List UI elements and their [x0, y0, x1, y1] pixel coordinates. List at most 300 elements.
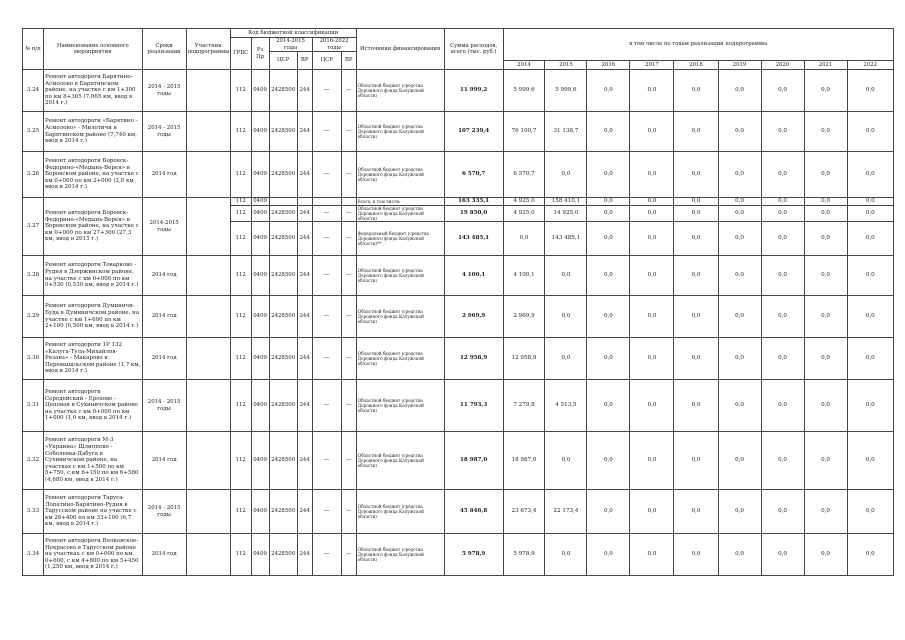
row-year-value: 0,0 — [587, 222, 630, 256]
row-terms: 2014 год — [142, 256, 186, 296]
row-year-value: 0,0 — [674, 152, 718, 198]
row-csr2: — — [312, 490, 341, 534]
header-terms: Сроки реализации — [142, 29, 186, 70]
row-year-value: 0,0 — [761, 534, 804, 576]
row-csr2: — — [312, 338, 341, 380]
row-year-value: 0,0 — [804, 112, 847, 152]
row-rz: 0409 — [251, 534, 269, 576]
row-csr: 2428500 — [269, 70, 297, 112]
row-terms: 2014 год — [142, 534, 186, 576]
row-grbs: 112 — [230, 152, 251, 198]
header-year: 2020 — [761, 61, 804, 70]
row-terms: 2014 - 2015 годы — [142, 112, 186, 152]
row-year-value: 0,0 — [630, 296, 674, 338]
row-year-value: 0,0 — [587, 296, 630, 338]
header-rzpr: Рз Пр — [251, 38, 269, 70]
row-rz: 0409 — [251, 432, 269, 490]
row-year-value: 7 279,8 — [503, 380, 545, 432]
row-vr: 244 — [297, 490, 312, 534]
row-terms: 2014 - 2015 годы — [142, 70, 186, 112]
header-year: 2022 — [847, 61, 893, 70]
row-terms: 2014 год — [142, 432, 186, 490]
row-total: 18 987,0 — [444, 432, 503, 490]
row-year-value: 2 969,9 — [503, 296, 545, 338]
row-year-value: 0,0 — [674, 70, 718, 112]
row-rz: 0409 — [251, 112, 269, 152]
row-source: Областной бюджет (средства Дорожного фонда Калужской области) — [356, 534, 444, 576]
row-number: 3.28 — [23, 256, 44, 296]
row-year-value: 0,0 — [804, 256, 847, 296]
row-year-value: 0,0 — [630, 70, 674, 112]
row-year-value: 0,0 — [804, 432, 847, 490]
row-year-value: 0,0 — [630, 338, 674, 380]
row-rz: 0409 — [251, 198, 269, 206]
subprogram-table — [22, 28, 894, 576]
row-year-value: 23 673,4 — [503, 490, 545, 534]
row-year-value: 0,0 — [847, 222, 893, 256]
row-terms: 2014 год — [142, 152, 186, 198]
row-year-value: 0,0 — [630, 152, 674, 198]
row-year-value: 0,0 — [847, 432, 893, 490]
row-rz: 0409 — [251, 206, 269, 222]
row-source: Областной бюджет (средства Дорожного фонда Калужской области) — [356, 432, 444, 490]
row-vr: 244 — [297, 222, 312, 256]
row-year-value: 0,0 — [761, 490, 804, 534]
row-year-value: 0,0 — [718, 112, 761, 152]
row-year-value: 0,0 — [804, 206, 847, 222]
row-year-value: 0,0 — [847, 490, 893, 534]
row-year-value: 0,0 — [630, 490, 674, 534]
row-participant — [186, 338, 230, 380]
row-year-value: 0,0 — [761, 222, 804, 256]
row-total: 107 239,4 — [444, 112, 503, 152]
row-name: Ремонт автодороги Думиничи-Буда в Думиничском районе, на участке с км 1+600 по км 2+100 (0,500 км, ввод в 2014 г.) — [43, 296, 142, 338]
row-source: Всего, в том числе: — [356, 198, 444, 206]
header-sources: Источники финансирования — [356, 29, 444, 70]
row-source: Областной бюджет (средства Дорожного фонда Калужской области) — [356, 152, 444, 198]
header-csr-2: ЦСР — [312, 52, 341, 70]
table-row — [23, 70, 894, 112]
row-name: Ремонт автодороги Барятино-Асмолово в Барятинском районе, на участке с км 1+300 по км 8+365 (7,065 км, ввод в 2014 г.) — [43, 70, 142, 112]
row-number: 3.27 — [23, 198, 44, 256]
row-year-value: 14 925,0 — [545, 206, 587, 222]
row-year-value: 0,0 — [761, 198, 804, 206]
header-period-2014-2015: 2014-2015 годы — [269, 38, 312, 52]
row-year-value: 0,0 — [761, 380, 804, 432]
row-year-value: 0,0 — [587, 338, 630, 380]
header-year: 2016 — [587, 61, 630, 70]
header-year: 2021 — [804, 61, 847, 70]
header-year: 2014 — [503, 61, 545, 70]
row-year-value: 0,0 — [718, 338, 761, 380]
row-grbs: 112 — [230, 296, 251, 338]
row-number: 3.32 — [23, 432, 44, 490]
row-year-value: 0,0 — [761, 112, 804, 152]
row-year-value: 0,0 — [587, 256, 630, 296]
row-year-value: 0,0 — [587, 198, 630, 206]
row-total: 11 793,3 — [444, 380, 503, 432]
row-vr: 244 — [297, 296, 312, 338]
row-year-value: 0,0 — [761, 296, 804, 338]
row-year-value: 0,0 — [718, 534, 761, 576]
row-year-value: 0,0 — [674, 112, 718, 152]
row-vr: 244 — [297, 152, 312, 198]
row-terms: 2014 год — [142, 296, 186, 338]
row-year-value: 22 173,4 — [545, 490, 587, 534]
row-source: Областной бюджет (средства Дорожного фонда Калужской области) — [356, 70, 444, 112]
row-year-value: 0,0 — [847, 198, 893, 206]
row-terms: 2014 год — [142, 338, 186, 380]
row-csr: 2428500 — [269, 380, 297, 432]
row-year-value: 12 958,9 — [503, 338, 545, 380]
row-vr: 244 — [297, 206, 312, 222]
row-csr: 2428500 — [269, 432, 297, 490]
row-year-value: 0,0 — [804, 490, 847, 534]
row-grbs: 112 — [230, 222, 251, 256]
header-budget-code: Код бюджетной классификации — [230, 29, 356, 38]
row-participant — [186, 534, 230, 576]
row-vr — [297, 198, 312, 206]
row-csr: 2428500 — [269, 222, 297, 256]
row-participant — [186, 490, 230, 534]
row-year-value: 0,0 — [630, 222, 674, 256]
row-vr: 244 — [297, 534, 312, 576]
row-grbs: 112 — [230, 256, 251, 296]
header-year: 2015 — [545, 61, 587, 70]
row-year-value: 143 485,1 — [545, 222, 587, 256]
row-year-value: 0,0 — [545, 338, 587, 380]
row-year-value: 0,0 — [718, 206, 761, 222]
row-vr: 244 — [297, 70, 312, 112]
row-year-value: 0,0 — [545, 432, 587, 490]
row-grbs: 112 — [230, 534, 251, 576]
row-year-value: 0,0 — [630, 534, 674, 576]
row-source: Областной бюджет (средства Дорожного фонда Калужской области) — [356, 206, 444, 222]
header-vr-1: ВР — [297, 52, 312, 70]
row-year-value: 0,0 — [804, 534, 847, 576]
row-csr2: — — [312, 222, 341, 256]
row-name: Ремонт автодороги Товарково - Рудня в Дзержинском районе, на участке с км 0+000 по км 0+530 (0,530 км, ввод в 2014 г.) — [43, 256, 142, 296]
row-year-value: 0,0 — [804, 222, 847, 256]
row-csr2 — [312, 198, 341, 206]
row-year-value: 4 513,5 — [545, 380, 587, 432]
row-rz: 0409 — [251, 152, 269, 198]
row-year-value: 0,0 — [674, 256, 718, 296]
row-year-value: 0,0 — [804, 296, 847, 338]
header-year: 2018 — [674, 61, 718, 70]
row-number: 3.29 — [23, 296, 44, 338]
row-vr2: — — [341, 206, 356, 222]
row-year-value: 0,0 — [761, 338, 804, 380]
row-year-value: 158 410,1 — [545, 198, 587, 206]
row-year-value: 0,0 — [674, 198, 718, 206]
row-total: 45 846,8 — [444, 490, 503, 534]
row-year-value: 0,0 — [761, 432, 804, 490]
row-terms: 2014 - 2015 годы — [142, 490, 186, 534]
row-year-value: 0,0 — [630, 206, 674, 222]
row-year-value: 0,0 — [718, 432, 761, 490]
row-year-value: 18 987,0 — [503, 432, 545, 490]
header-vr-2: ВР — [341, 52, 356, 70]
row-name: Ремонт автодороги Боровск-Федорино-«Медынь-Верея» в Боровском районе, на участке с км 0+000 по км 27+300 (27,3 км, ввод в 2015 г.) — [43, 198, 142, 256]
row-year-value: 4 100,1 — [503, 256, 545, 296]
row-year-value: 0,0 — [503, 222, 545, 256]
row-participant — [186, 380, 230, 432]
row-year-value: 76 100,7 — [503, 112, 545, 152]
row-total: 163 335,1 — [444, 198, 503, 206]
row-year-value: 0,0 — [804, 338, 847, 380]
row-grbs: 112 — [230, 432, 251, 490]
row-csr: 2428500 — [269, 206, 297, 222]
row-csr2: — — [312, 206, 341, 222]
row-year-value: 0,0 — [718, 256, 761, 296]
row-year-value: 4 925,0 — [503, 198, 545, 206]
table-row — [23, 490, 894, 534]
row-vr2: — — [341, 380, 356, 432]
row-participant — [186, 256, 230, 296]
row-csr: 2428500 — [269, 256, 297, 296]
row-csr2: — — [312, 296, 341, 338]
header-year: 2019 — [718, 61, 761, 70]
row-year-value: 0,0 — [587, 432, 630, 490]
row-source: Федеральный бюджет (средства Дорожного фонда Калужской области)** — [356, 222, 444, 256]
row-rz: 0409 — [251, 296, 269, 338]
row-csr: 2428500 — [269, 534, 297, 576]
row-csr: 2428500 — [269, 112, 297, 152]
row-name: Ремонт автодороги Боровск-Федорино-«Медынь-Верея» в Боровском районе, на участке с км 0+000 по км 2+000 (2,0 км, ввод в 2014 г.) — [43, 152, 142, 198]
row-vr2: — — [341, 256, 356, 296]
row-year-value: 6 570,7 — [503, 152, 545, 198]
row-grbs: 112 — [230, 490, 251, 534]
row-terms: 2014-2015 годы — [142, 198, 186, 256]
row-number: 3.26 — [23, 152, 44, 198]
row-total: 143 485,1 — [444, 222, 503, 256]
row-csr2: — — [312, 152, 341, 198]
row-year-value: 0,0 — [847, 296, 893, 338]
row-year-value: 0,0 — [587, 112, 630, 152]
row-participant — [186, 112, 230, 152]
row-name: Ремонт автодороги 1Р 132 «Калуга-Тула-Михайлов-Рязань» - Макарово в Перемышльском районе (1,7 км, ввод в 2014 г.) — [43, 338, 142, 380]
row-year-value: 0,0 — [587, 534, 630, 576]
table-row — [23, 534, 894, 576]
table-row — [23, 338, 894, 380]
row-csr2: — — [312, 534, 341, 576]
row-number: 3.30 — [23, 338, 44, 380]
row-name: Ремонт автодороги Середейский - Ерохово - Цеповая в Сухиничском районе на участке с км 0+000 по км 1+000 (1,0 км, ввод в 2014 г.) — [43, 380, 142, 432]
row-vr2: — — [341, 338, 356, 380]
row-year-value: 0,0 — [718, 152, 761, 198]
row-source: Областной бюджет (средства Дорожного фонда Калужской области) — [356, 256, 444, 296]
row-year-value: 0,0 — [630, 112, 674, 152]
row-number: 3.25 — [23, 112, 44, 152]
row-year-value: 0,0 — [761, 70, 804, 112]
row-rz: 0409 — [251, 222, 269, 256]
row-grbs: 112 — [230, 198, 251, 206]
row-year-value: 0,0 — [674, 222, 718, 256]
row-year-value: 0,0 — [847, 206, 893, 222]
row-vr2: — — [341, 152, 356, 198]
row-year-value: 0,0 — [674, 380, 718, 432]
row-year-value: 0,0 — [674, 296, 718, 338]
header-no: № п/п — [23, 29, 44, 70]
row-year-value: 0,0 — [718, 380, 761, 432]
header-period-2016-2022: 2016-2022 годы — [312, 38, 356, 52]
row-grbs: 112 — [230, 338, 251, 380]
row-name: Ремонт автодороги Волковское-Некрасово в Тарусском районе на участках с км 0+000 по км 0+600, с км 4+800 по км 5+450 (1,250 км, ввод в 2014 г.) — [43, 534, 142, 576]
row-year-value: 0,0 — [847, 534, 893, 576]
row-vr: 244 — [297, 380, 312, 432]
row-year-value: 0,0 — [630, 432, 674, 490]
table-row — [23, 296, 894, 338]
row-year-value: 0,0 — [545, 296, 587, 338]
row-rz: 0409 — [251, 70, 269, 112]
header-by-years: в том числе по годам реализации подпрограммы — [503, 29, 893, 61]
row-rz: 0409 — [251, 380, 269, 432]
row-year-value: 0,0 — [847, 338, 893, 380]
row-vr: 244 — [297, 338, 312, 380]
row-year-value: 0,0 — [718, 198, 761, 206]
header-participant: Участник подпрограммы — [186, 29, 230, 70]
row-rz: 0409 — [251, 490, 269, 534]
row-source: Областной бюджет (средства Дорожного фонда Калужской области) — [356, 338, 444, 380]
row-year-value: 0,0 — [847, 380, 893, 432]
row-csr2: — — [312, 432, 341, 490]
row-number: 3.34 — [23, 534, 44, 576]
row-csr2: — — [312, 70, 341, 112]
header-csr-1: ЦСР — [269, 52, 297, 70]
row-vr: 244 — [297, 112, 312, 152]
row-vr: 244 — [297, 432, 312, 490]
row-csr: 2428500 — [269, 296, 297, 338]
row-grbs: 112 — [230, 70, 251, 112]
row-year-value: 0,0 — [761, 256, 804, 296]
row-source: Областной бюджет (средства Дорожного фонда Калужской области) — [356, 112, 444, 152]
table-row — [23, 256, 894, 296]
row-year-value: 31 138,7 — [545, 112, 587, 152]
row-grbs: 112 — [230, 380, 251, 432]
table-row — [23, 380, 894, 432]
row-year-value: 0,0 — [674, 206, 718, 222]
row-vr2: — — [341, 534, 356, 576]
row-year-value: 0,0 — [674, 490, 718, 534]
row-source: Областной бюджет (средства Дорожного фонда Калужской области) — [356, 296, 444, 338]
row-year-value: 0,0 — [630, 198, 674, 206]
header-sum: Сумма расходов, всего (тыс. руб.) — [444, 29, 503, 70]
row-grbs: 112 — [230, 206, 251, 222]
row-rz: 0409 — [251, 338, 269, 380]
row-year-value: 4 925,0 — [503, 206, 545, 222]
row-year-value: 5 999,6 — [545, 70, 587, 112]
table-row — [23, 112, 894, 152]
row-vr2: — — [341, 432, 356, 490]
table-row — [23, 152, 894, 198]
header-grbs: ГРБС — [230, 38, 251, 70]
row-number: 3.24 — [23, 70, 44, 112]
row-source: Областной бюджет (средства Дорожного фонда Калужской области) — [356, 380, 444, 432]
row-total: 4 100,1 — [444, 256, 503, 296]
row-name: Ремонт автодороги «Барятино - Асмолово» - Милотичи в Барятинском районе (7,740 км, ввод в 2014 г.) — [43, 112, 142, 152]
row-participant — [186, 198, 230, 256]
row-year-value: 5 978,9 — [503, 534, 545, 576]
row-total: 12 958,9 — [444, 338, 503, 380]
row-vr2 — [341, 198, 356, 206]
row-year-value: 0,0 — [587, 490, 630, 534]
row-year-value: 0,0 — [718, 296, 761, 338]
row-year-value: 0,0 — [545, 534, 587, 576]
header-year: 2017 — [630, 61, 674, 70]
row-vr: 244 — [297, 256, 312, 296]
row-participant — [186, 70, 230, 112]
row-total: 2 969,9 — [444, 296, 503, 338]
row-name: Ремонт автодороги Таруса-Лопатино-Барятино-Рудня в Тарусском районе на участке с км 26+400 по км 33+100 (6,7 км, ввод в 2014 г.) — [43, 490, 142, 534]
row-year-value: 0,0 — [718, 490, 761, 534]
row-csr: 2428500 — [269, 338, 297, 380]
row-csr2: — — [312, 112, 341, 152]
row-grbs: 112 — [230, 112, 251, 152]
row-year-value: 0,0 — [847, 152, 893, 198]
row-vr2: — — [341, 112, 356, 152]
row-participant — [186, 152, 230, 198]
row-source: Областной бюджет (средства Дорожного фонда Калужской области) — [356, 490, 444, 534]
row-year-value: 0,0 — [761, 152, 804, 198]
row-csr2: — — [312, 380, 341, 432]
row-year-value: 0,0 — [587, 70, 630, 112]
row-year-value: 0,0 — [674, 534, 718, 576]
row-year-value: 0,0 — [674, 432, 718, 490]
row-year-value: 0,0 — [847, 112, 893, 152]
row-name: Ремонт автодороги М-3 «Украина» Шлиппово - Соболевка-Дабуга в Сухиничском районе, на участках с км 1+500 по км 5+750, с км 6+150 по км 6+580 (4,680 км, ввод в 2014 г.) — [43, 432, 142, 490]
row-year-value: 0,0 — [761, 206, 804, 222]
row-year-value: 0,0 — [587, 380, 630, 432]
row-year-value: 0,0 — [545, 256, 587, 296]
row-csr — [269, 198, 297, 206]
row-vr2: — — [341, 222, 356, 256]
row-year-value: 0,0 — [587, 152, 630, 198]
row-year-value: 0,0 — [847, 70, 893, 112]
row-csr: 2428500 — [269, 152, 297, 198]
row-terms: 2014 - 2015 годы — [142, 380, 186, 432]
row-rz: 0409 — [251, 256, 269, 296]
row-year-value: 0,0 — [718, 222, 761, 256]
row-total: 5 978,9 — [444, 534, 503, 576]
table-row — [23, 432, 894, 490]
row-year-value: 0,0 — [545, 152, 587, 198]
row-year-value: 0,0 — [804, 198, 847, 206]
row-participant — [186, 432, 230, 490]
row-year-value: 0,0 — [804, 70, 847, 112]
row-number: 3.31 — [23, 380, 44, 432]
row-total: 19 850,0 — [444, 206, 503, 222]
row-number: 3.33 — [23, 490, 44, 534]
row-year-value: 0,0 — [718, 70, 761, 112]
row-year-value: 0,0 — [630, 380, 674, 432]
row-year-value: 0,0 — [804, 380, 847, 432]
row-total: 11 999,2 — [444, 70, 503, 112]
row-year-value: 5 999,6 — [503, 70, 545, 112]
row-csr2: — — [312, 256, 341, 296]
row-year-value: 0,0 — [630, 256, 674, 296]
row-csr: 2428500 — [269, 490, 297, 534]
header-name: Наименование основного мероприятия — [43, 29, 142, 70]
row-vr2: — — [341, 490, 356, 534]
row-vr2: — — [341, 70, 356, 112]
row-year-value: 0,0 — [674, 338, 718, 380]
row-year-value: 0,0 — [804, 152, 847, 198]
row-year-value: 0,0 — [587, 206, 630, 222]
table-row — [23, 198, 894, 206]
row-year-value: 0,0 — [847, 256, 893, 296]
row-vr2: — — [341, 296, 356, 338]
